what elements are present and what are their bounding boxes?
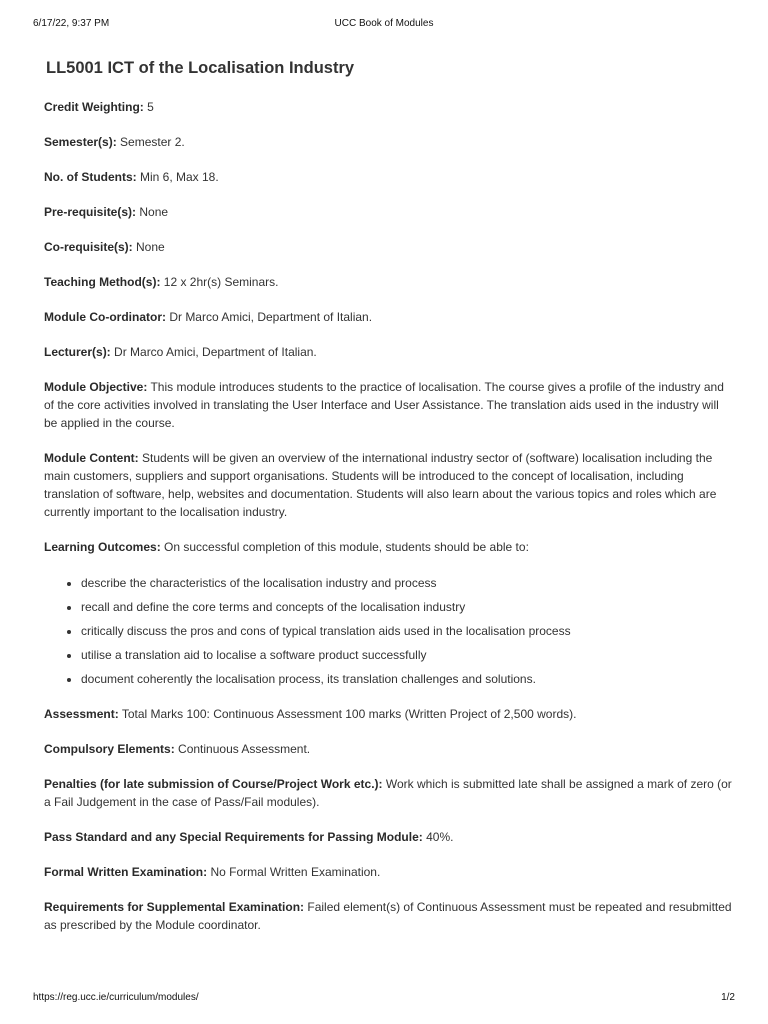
field-credit-weighting xyxy=(44,98,732,116)
page-number: 1/2 xyxy=(721,992,735,1003)
field-label: Module Objective: xyxy=(44,380,148,394)
field-label: Compulsory Elements: xyxy=(44,742,175,756)
field-no-of-students xyxy=(44,168,732,186)
list-item: • document coherently the localisation process, its translation challenges and solutions. xyxy=(81,670,732,688)
field-pass-standard xyxy=(44,828,732,846)
learning-outcomes-list xyxy=(44,574,732,688)
print-header xyxy=(33,18,735,32)
field-value: 12 x 2hr(s) Seminars. xyxy=(160,275,279,289)
field-value: 5 xyxy=(143,100,154,114)
field-label: Teaching Method(s): xyxy=(44,275,161,289)
field-label: Module Co-ordinator: xyxy=(44,310,166,324)
print-url: https://reg.ucc.ie/curriculum/modules/ xyxy=(33,992,199,1003)
field-learning-outcomes xyxy=(44,538,732,556)
field-value: Students will be given an overview of the international industry sector of (software) localisation including the main customers, suppliers and support organisations. Students will be introduced to the concept of localisation, including translation of software, help, websites and documentation. Students will also learn about the various topics and roles which are currently important to the localisation industry. xyxy=(44,451,717,519)
field-label: No. of Students: xyxy=(44,170,137,184)
field-formal-written-examination xyxy=(44,863,732,881)
field-assessment xyxy=(44,705,732,723)
print-document-title: UCC Book of Modules xyxy=(334,18,434,29)
field-value: Total Marks 100: Continuous Assessment 100 marks (Written Project of 2,500 words). xyxy=(118,707,577,721)
field-label: Lecturer(s): xyxy=(44,345,111,359)
field-co-requisites xyxy=(44,238,732,256)
module-title: LL5001 ICT of the Localisation Industry xyxy=(46,59,355,77)
field-value: Dr Marco Amici, Department of Italian. xyxy=(110,345,317,359)
field-semesters xyxy=(44,133,732,151)
field-value: Dr Marco Amici, Department of Italian. xyxy=(165,310,373,324)
field-teaching-methods xyxy=(44,273,732,291)
field-value: No Formal Written Examination. xyxy=(207,865,381,879)
field-value: Continuous Assessment. xyxy=(174,742,311,756)
field-compulsory-elements xyxy=(44,740,732,758)
field-module-coordinator xyxy=(44,308,732,326)
field-label: Learning Outcomes: xyxy=(44,540,161,554)
list-item: • critically discuss the pros and cons of typical translation aids used in the localisation process xyxy=(81,622,732,640)
field-label: Assessment: xyxy=(44,707,119,721)
field-value: Semester 2. xyxy=(116,135,185,149)
field-module-objective xyxy=(44,378,732,432)
field-pre-requisites xyxy=(44,203,732,221)
print-footer xyxy=(33,992,735,1006)
field-lecturers xyxy=(44,343,732,361)
field-label: Module Content: xyxy=(44,451,139,465)
module-page-content xyxy=(44,56,732,951)
list-item: • utilise a translation aid to localise a software product successfully xyxy=(81,646,732,664)
list-item: • describe the characteristics of the localisation industry and process xyxy=(81,574,732,592)
field-label: Pre-requisite(s): xyxy=(44,205,137,219)
field-module-content xyxy=(44,449,732,521)
field-value: Failed element(s) of Continuous Assessment must be repeated and resubmitted as prescribed by the Module coordinator. xyxy=(44,900,732,932)
field-value: On successful completion of this module, students should be able to: xyxy=(160,540,529,554)
field-label: Semester(s): xyxy=(44,135,117,149)
field-value: Min 6, Max 18. xyxy=(136,170,219,184)
field-value: Work which is submitted late shall be assigned a mark of zero (or a Fail Judgement in the case of Pass/Fail modules). xyxy=(44,777,732,809)
field-value: None xyxy=(132,240,165,254)
list-item: • recall and define the core terms and concepts of the localisation industry xyxy=(81,598,732,616)
field-value: This module introduces students to the practice of localisation. The course gives a profile of the industry and of the core activities involved in translating the User Interface and User Assistance. The translation aids used in the industry will be applied in the course. xyxy=(44,380,724,430)
print-datetime: 6/17/22, 9:37 PM xyxy=(33,18,110,29)
field-value: None xyxy=(136,205,169,219)
field-label: Co-requisite(s): xyxy=(44,240,133,254)
field-supplemental-examination xyxy=(44,898,732,934)
field-label: Formal Written Examination: xyxy=(44,865,208,879)
field-penalties xyxy=(44,775,732,811)
field-label: Pass Standard and any Special Requirements for Passing Module: xyxy=(44,830,423,844)
field-label: Credit Weighting: xyxy=(44,100,144,114)
field-value: 40%. xyxy=(422,830,454,844)
field-label: Requirements for Supplemental Examination: xyxy=(44,900,305,914)
field-label: Penalties (for late submission of Course/Project Work etc.): xyxy=(44,777,383,791)
